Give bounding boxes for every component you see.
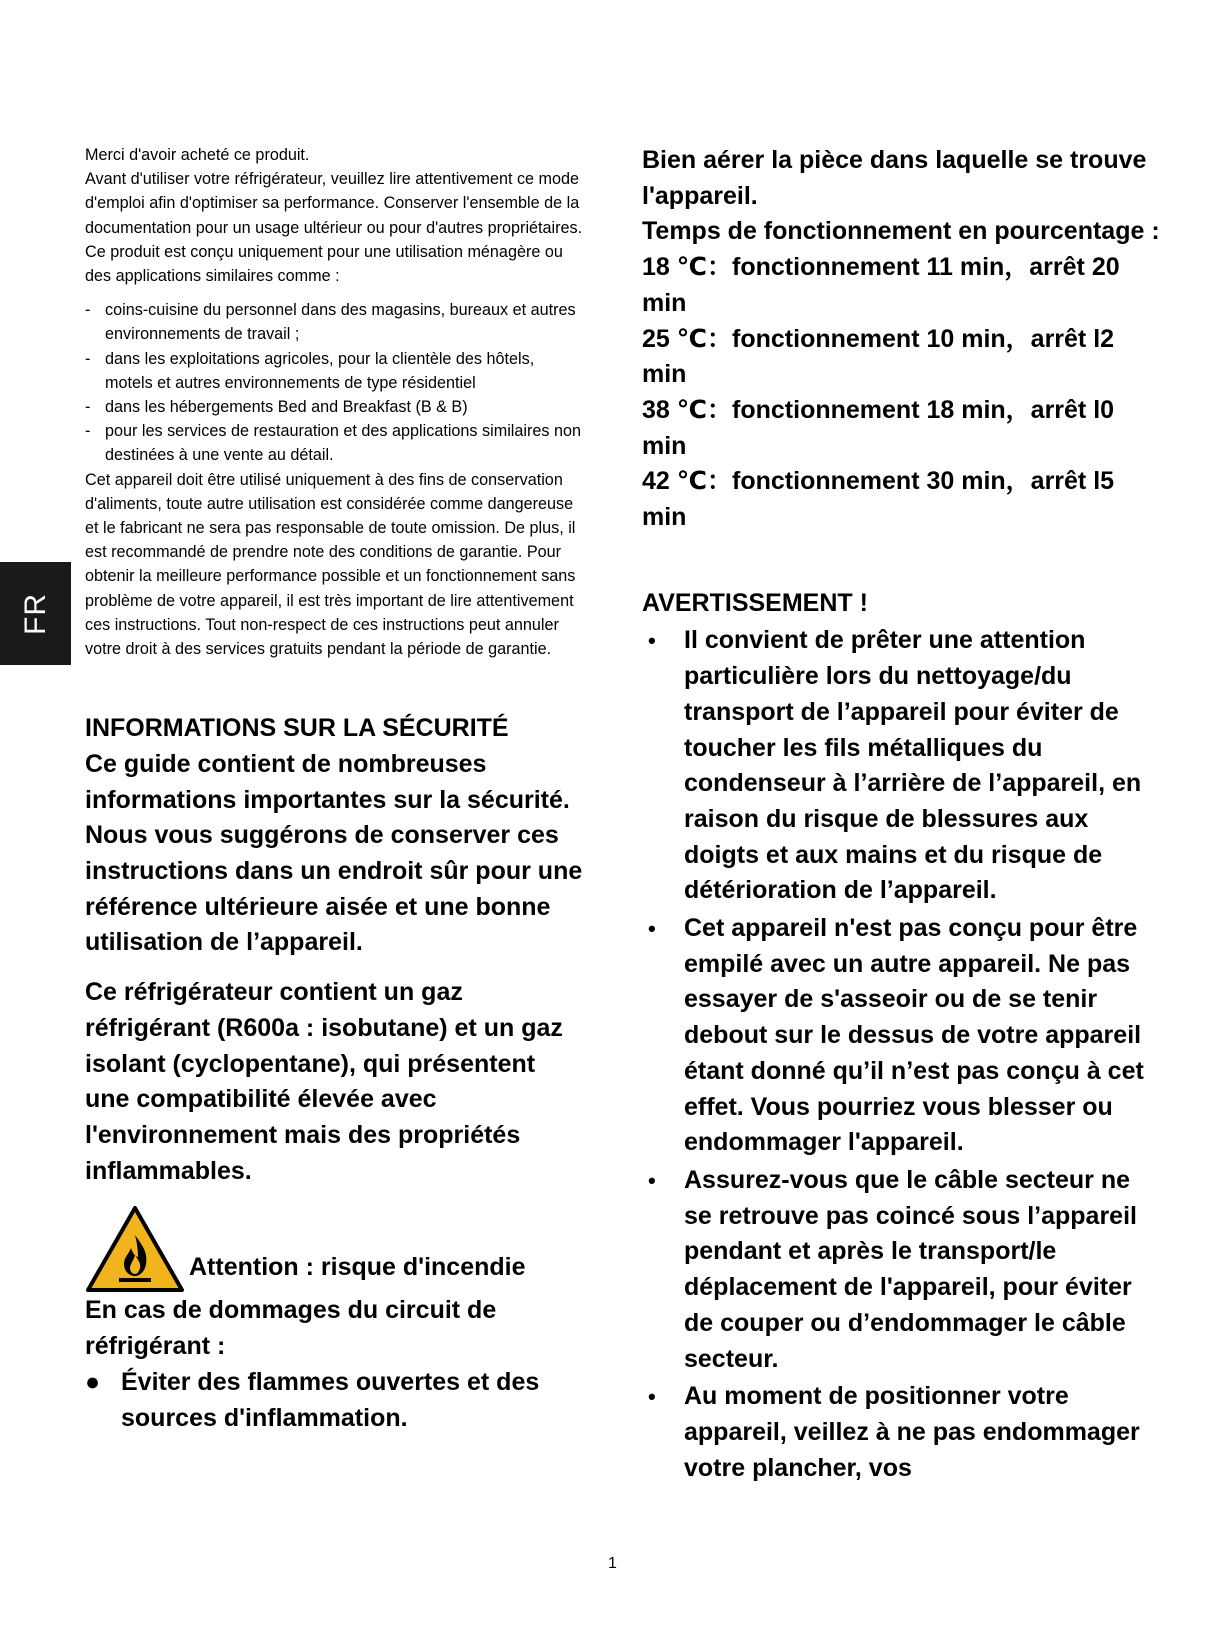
bullet-icon: ●: [85, 1367, 101, 1396]
warning-text: Assurez-vous que le câble secteur ne se retrouve pas coincé sous l’appareil pendant et après le transport/le déplacement de l'appareil, pour éviter de couper ou d’endommager le câble secteur.: [684, 1165, 1137, 1373]
warning-text: Il convient de prêter une attention particulière lors du nettoyage/du transport de l’appareil pour éviter de toucher les fils métalliques du condenseur à l’arrière de l’appareil, en raison du risque de blessures aux doigts et aux mains et du risque de détérioration de l’appareil.: [684, 626, 1142, 905]
list-item: [642, 911, 1162, 1161]
avoid-text: Éviter des flammes ouvertes et des sources d'inflammation.: [121, 1367, 540, 1432]
intro-paragraph: Avant d'utiliser votre réfrigérateur, veuillez lire attentivement ce mode d'emploi afin d'optimiser sa performance. Conserver l'ensemble de la documentation pour un usage ultérieur ou pour d'autres propriétaires. Ce produit est conçu uniquement pour une utilisation ménagère ou des applications similaires comme :: [85, 170, 583, 286]
right-column: [642, 143, 1162, 1488]
time-title: Temps de fonctionnement en pourcentage :: [642, 217, 1160, 246]
flammable-warning-icon: [85, 1205, 185, 1293]
avoid-item: [85, 1365, 585, 1436]
list-item: - dans les exploitations agricoles, pour la clientèle des hôtels, motels et autres environnements de type résidentiel: [85, 347, 585, 395]
ventilate-text: Bien aérer la pièce dans laquelle se trouve l'appareil.: [642, 146, 1147, 210]
language-tab: [0, 562, 71, 665]
fire-warning: [85, 1205, 585, 1293]
uses-list: [85, 298, 585, 467]
warning-text: Au moment de positionner votre appareil, veillez à ne pas endommager votre plancher, vos: [684, 1382, 1140, 1482]
bullet-icon: •: [648, 1384, 656, 1410]
warning-text: Cet appareil n'est pas conçu pour être empilé avec un autre appareil. Ne pas essayer de s'asseoir ou de se tenir debout sur le dessus de votre appareil étant donné qu’il n’est pas conçu à cet effet. Vous pourriez vous blesser ou endommager l'appareil.: [684, 914, 1144, 1157]
intro-closing: Cet appareil doit être utilisé uniquement à des fins de conservation d'aliments, toute autre utilisation est considérée comme dangereuse et le fabricant ne sera pas responsable de toute omission. De plus, il est recommandé de prendre note des conditions de garantie. Pour obtenir la meilleure performance possible et un fonctionnement sans problème de votre appareil, il est très important de lire attentivement ces instructions. Tout non-respect de ces instructions peut annuler votre droit à des services gratuits pendant la période de garantie.: [85, 470, 576, 659]
warning-list: [642, 623, 1162, 1486]
safety-title: INFORMATIONS SUR LA SÉCURITÉ: [85, 714, 509, 743]
bullet-icon: •: [648, 916, 656, 942]
time-row: 42 ℃：fonctionnement 30 min，arrêt l5 min: [642, 467, 1115, 532]
time-row: 18 ℃：fonctionnement 11 min，arrêt 20 min: [642, 253, 1120, 317]
page-number: 1: [608, 1555, 617, 1572]
fire-warning-text: Attention : risque d'incendie: [189, 1252, 526, 1281]
intro-thanks: Merci d'avoir acheté ce produit.: [85, 146, 310, 164]
list-item: - pour les services de restauration et des applications similaires non destinées à une vente au détail.: [85, 419, 585, 467]
ventilation-section: [642, 143, 1162, 536]
warning-section: [642, 586, 1162, 1487]
safety-section: [85, 711, 585, 1189]
bullet-icon: •: [648, 1167, 656, 1193]
left-column: [85, 143, 585, 1436]
damage-text: En cas de dommages du circuit de réfrigérant :: [85, 1296, 497, 1361]
list-item: [642, 623, 1162, 909]
damage-section: [85, 1293, 585, 1436]
list-item: [642, 1163, 1162, 1377]
warning-title: AVERTISSEMENT !: [642, 588, 868, 617]
bullet-icon: •: [648, 628, 656, 654]
intro-section: [85, 143, 585, 661]
safety-intro: Ce guide contient de nombreuses informations importantes sur la sécurité. Nous vous suggérons de conserver ces instructions dans un endroit sûr pour une référence ultérieure aisée et une bonne utilisation de l’appareil.: [85, 749, 583, 957]
gas-paragraph: Ce réfrigérateur contient un gaz réfrigérant (R600a : isobutane) et un gaz isolant (cyclopentane), qui présentent une compatibilité élevée avec l'environnement mais des propriétés inflammables.: [85, 978, 563, 1185]
language-tab-label: FR: [18, 592, 52, 635]
time-row: 25 ℃：fonctionnement 10 min，arrêt l2 min: [642, 324, 1115, 389]
time-row: 38 ℃：fonctionnement 18 min，arrêt l0 min: [642, 395, 1115, 460]
list-item: - coins-cuisine du personnel dans des magasins, bureaux et autres environnements de travail ;: [85, 298, 585, 346]
list-item: [642, 1379, 1162, 1486]
list-item: - dans les hébergements Bed and Breakfast (B & B): [85, 395, 585, 419]
